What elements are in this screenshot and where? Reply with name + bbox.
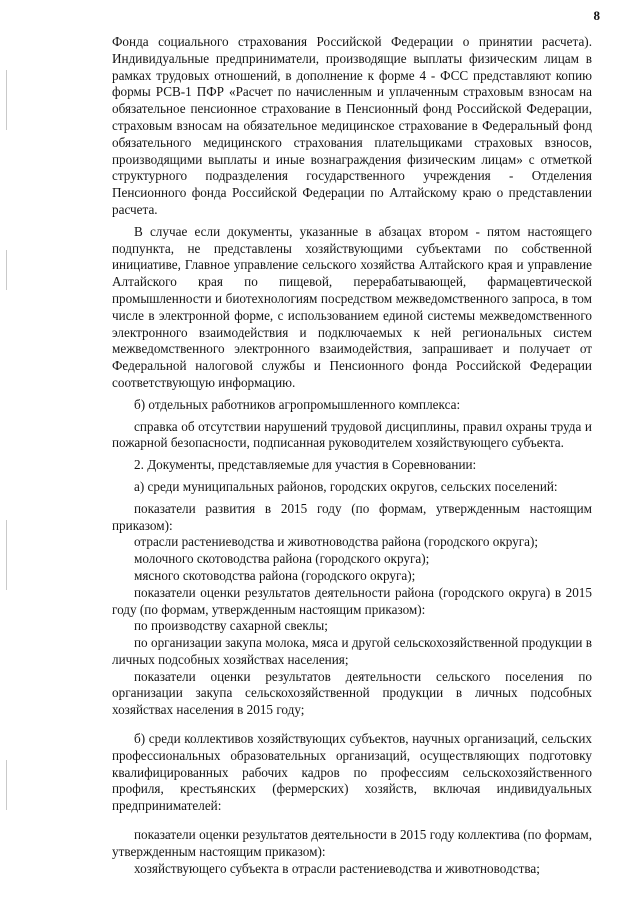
paragraph-settlement-results: показатели оценки результатов деятельности сельского поселения по организации закупа сельскохозяйственной продукции в личных подсобных хозяйствах населения в 2015 году; [112,668,592,718]
paragraph-collectives: б) среди коллективов хозяйствующих субъектов, научных организаций, сельских профессиональных образовательных организаций, осуществляющих подготовку квалифицированных рабочих кадров по профессиям сельскохозяйственного профиля, крестьянских (фермерских) хозяйств, включая индивидуальных предпринимателей: [112,731,592,814]
paragraph-section-2: 2. Документы, представляемые для участия в Соревновании: [134,457,477,473]
paragraph-district-results: показатели оценки результатов деятельности района (городского округа) в 2015 году (по формам, утвержденным настоящим приказом): [112,584,592,617]
paragraph-interagency-request: В случае если документы, указанные в абзацах втором - пятом настоящего подпункта, не представлены хозяйствующими субъектами по собственной инициативе, Главное управление сельского хозяйства Алтайского края и управление Алтайского края по пищевой, перерабатывающей, фармацевтической промышленности и биотехнологиям посредством межведомственного запроса, в том числе в электронной форме, с использованием единой системы межведомственного электронного взаимодействия и подключаемых к ней региональных систем межведомственного электронного взаимодействия, запрашивает и получает от Федеральной налоговой службы и Пенсионного фонда Российской Федерации соответствующую информацию. [112,223,592,390]
paragraph-continued: Фонда социального страхования Российской Федерации о принятии расчета). Индивидуальные предприниматели, производящие выплаты физическим лицам в рамках трудовых отношений, в дополнение к форме 4 - ФСС представляют копию формы РСВ-1 ПФР «Расчет по начисленным и уплаченным страховым взносам на обязательное пенсионное страхование в Пенсионный фонд Российской Федерации, страховым взносам на обязательное медицинское страхование в Федеральный фонд обязательного медицинского страхования плательщиками страховых взносов, производящими выплаты и иные вознаграждения физическим лицам» с отметкой структурного подразделения государственного учреждения - Отделения Пенсионного фонда Российской Федерации по Алтайскому краю о представлении расчета. [112,34,592,217]
list-item: по организации закупа молока, мяса и другой сельскохозяйственной продукции в личных подсобных хозяйствах населения; [112,635,592,667]
scan-margin-mark [6,760,7,810]
document-body [112,34,592,877]
scan-margin-mark [6,70,7,130]
paragraph-subsection-a: а) среди муниципальных районов, городских округов, сельских поселений: [134,478,558,494]
page-number: 8 [593,8,600,23]
list-item: молочного скотоводства района (городского округа); [134,551,430,567]
paragraph-certificate: справка об отсутствии нарушений трудовой дисциплины, правил охраны труда и пожарной безопасности, подписанная руководителем хозяйствующего субъекта. [112,418,592,451]
list-item: мясного скотоводства района (городского округа); [134,567,416,583]
paragraph-development-indicators: показатели развития в 2015 году (по формам, утвержденным настоящим приказом): [112,500,592,533]
list-item: отрасли растениеводства и животноводства района (городского округа); [134,534,539,550]
scan-margin-mark [6,250,7,290]
list-item: по производству сахарной свеклы; [134,618,328,634]
paragraph-collective-results: показатели оценки результатов деятельности в 2015 году коллектива (по формам, утвержденным настоящим приказом): [112,827,592,859]
paragraph-subsection-b: б) отдельных работников агропромышленного комплекса: [134,396,461,412]
scan-margin-mark [6,520,7,590]
list-item: хозяйствующего субъекта в отрасли растениеводства и животноводства; [134,860,540,876]
